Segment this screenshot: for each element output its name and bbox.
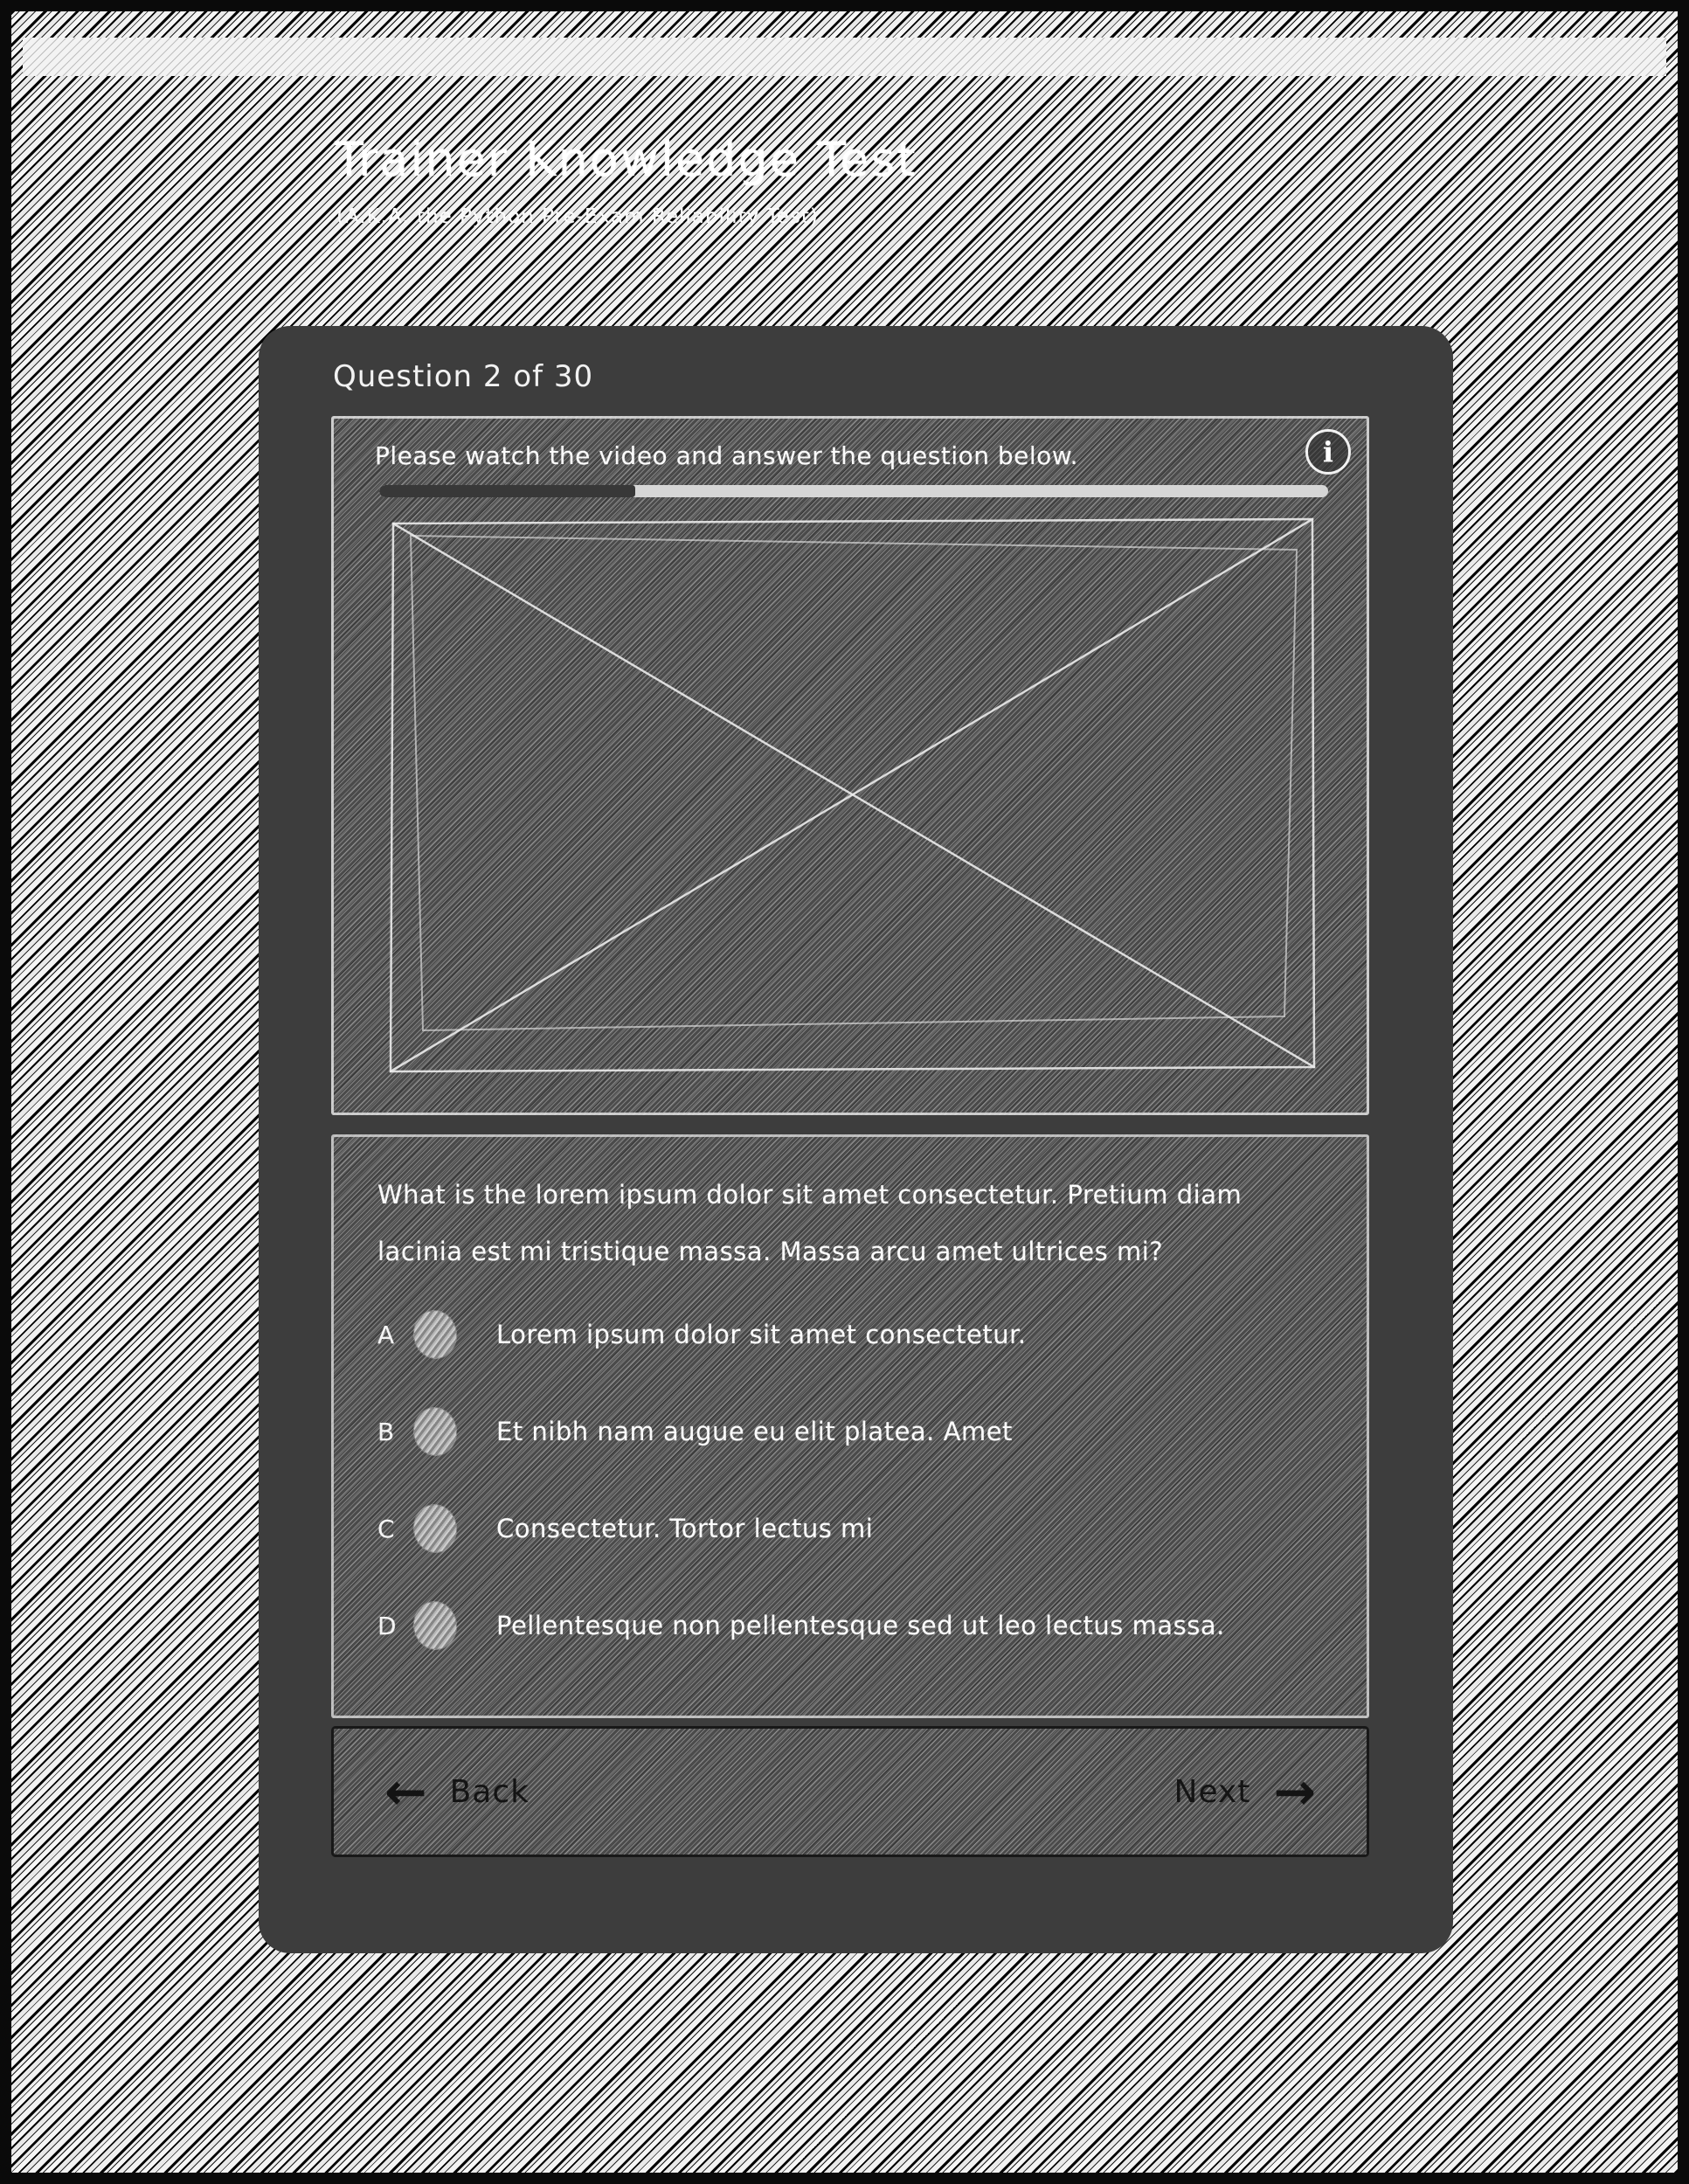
back-button[interactable] (384, 1762, 530, 1821)
next-button[interactable] (1173, 1762, 1316, 1821)
progress-fill (379, 485, 635, 497)
page-subtitle: (A.K.A. the Python Pre-Exam Reliability Test) (336, 205, 819, 228)
video-placeholder[interactable] (388, 517, 1318, 1074)
radio-icon[interactable] (411, 1502, 459, 1555)
radio-icon[interactable] (411, 1405, 459, 1458)
info-icon-glyph: i (1322, 435, 1334, 468)
option-label: Pellentesque non pellentesque sed ut leo lectus massa. (496, 1611, 1225, 1640)
option-label: Consectetur. Tortor lectus mi (496, 1514, 874, 1543)
question-counter: Question 2 of 30 (333, 359, 594, 394)
option-row-a[interactable] (377, 1312, 1330, 1357)
video-progress-bar (379, 485, 1328, 497)
quiz-panel (259, 326, 1453, 1953)
next-arrow-icon: → (1273, 1762, 1316, 1821)
radio-icon[interactable] (411, 1308, 459, 1361)
info-icon[interactable] (1305, 429, 1351, 475)
option-letter: B (377, 1417, 395, 1446)
question-card (331, 1134, 1369, 1718)
option-letter: A (377, 1320, 395, 1349)
radio-icon[interactable] (411, 1599, 459, 1652)
top-strip (23, 38, 1666, 76)
back-button-label: Back (449, 1773, 530, 1810)
option-row-b[interactable] (377, 1409, 1330, 1454)
back-arrow-icon: ← (384, 1762, 427, 1821)
option-letter: D (377, 1611, 397, 1640)
footer-nav (331, 1726, 1369, 1857)
option-row-d[interactable] (377, 1603, 1330, 1648)
next-button-label: Next (1173, 1773, 1251, 1810)
page-title: Trainer Knowledge Test (335, 132, 917, 187)
question-text: What is the lorem ipsum dolor sit amet consectetur. Pretium diam lacinia est mi tristique massa. Massa arcu amet ultrices mi? (377, 1180, 1243, 1267)
option-letter: C (377, 1514, 395, 1543)
option-label: Et nibh nam augue eu elit platea. Amet (496, 1417, 1013, 1446)
video-card (331, 416, 1369, 1115)
video-instruction: Please watch the video and answer the question below. (375, 441, 1079, 470)
video-placeholder-sketch (388, 517, 1318, 1074)
option-row-c[interactable] (377, 1506, 1330, 1551)
option-label: Lorem ipsum dolor sit amet consectetur. (496, 1320, 1027, 1349)
options-list (377, 1312, 1330, 1700)
